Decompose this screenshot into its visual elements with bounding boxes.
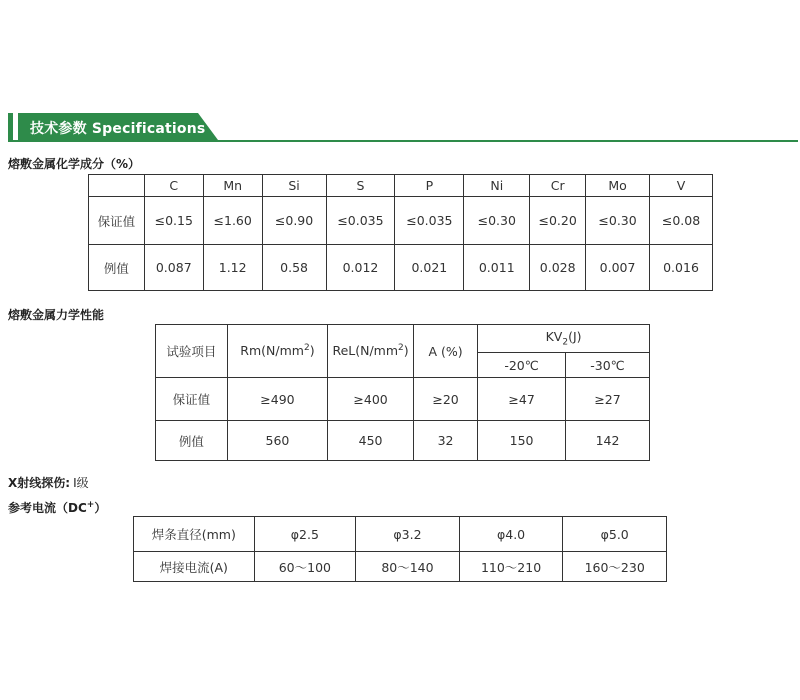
- mech-header-item: 试验项目: [156, 325, 228, 378]
- mech-header-rm-tail: ): [309, 343, 315, 359]
- mech-header-kv-tail: (J): [568, 329, 582, 345]
- xray-label: X射线探伤:: [8, 476, 71, 490]
- mech-header-rel-label: ReL(N/mm: [332, 343, 399, 359]
- chem-cell: ≤0.30: [464, 197, 530, 245]
- current-title-sup: +: [86, 500, 95, 510]
- current-row-diameter: [134, 517, 667, 552]
- mech-cell: ≥27: [566, 378, 650, 421]
- chem-title: 熔敷金属化学成分（%）: [8, 157, 141, 171]
- mech-header-a: A (%): [413, 325, 477, 378]
- current-title-tail: ）: [94, 501, 107, 515]
- banner-accent-bar: [8, 113, 13, 140]
- chem-header-cell: S: [326, 175, 395, 197]
- chem-cell: 0.007: [586, 245, 650, 291]
- mech-header-kv-sub: 2: [562, 337, 569, 348]
- mech-cell: ≥20: [413, 378, 477, 421]
- chem-header-cell: P: [395, 175, 464, 197]
- chem-header-cell: [89, 175, 145, 197]
- chem-cell: 0.58: [262, 245, 326, 291]
- mech-cell: ≥400: [328, 378, 414, 421]
- current-cell: 160～230: [563, 552, 667, 582]
- chem-cell: ≤0.15: [144, 197, 203, 245]
- mech-header-rel-sup: 2: [398, 343, 404, 354]
- current-cell: 110～210: [459, 552, 563, 582]
- chem-header-row: [89, 175, 713, 197]
- mech-header-rm-label: Rm(N/mm: [240, 343, 304, 359]
- chem-row-guarantee: [89, 197, 713, 245]
- mech-table: [155, 324, 650, 461]
- mech-cell: ≥47: [478, 378, 566, 421]
- mech-cell: ≥490: [227, 378, 327, 421]
- current-cell: 60～100: [254, 552, 356, 582]
- current-cell: φ2.5: [254, 517, 356, 552]
- mech-cell: 560: [227, 421, 327, 461]
- section-banner: [8, 113, 798, 143]
- current-cell: 焊接电流(A): [134, 552, 255, 582]
- current-cell: φ5.0: [563, 517, 667, 552]
- banner-underline: [8, 140, 798, 142]
- mech-cell: 142: [566, 421, 650, 461]
- chem-cell: 1.12: [203, 245, 262, 291]
- mech-header-rel-tail: ): [403, 343, 409, 359]
- chem-cell: ≤1.60: [203, 197, 262, 245]
- chem-cell: ≤0.90: [262, 197, 326, 245]
- chem-header-cell: V: [650, 175, 713, 197]
- chem-row-example: [89, 245, 713, 291]
- mech-header-row: [156, 325, 650, 353]
- mech-cell: 150: [478, 421, 566, 461]
- chem-header-cell: Mn: [203, 175, 262, 197]
- current-cell: 80～140: [356, 552, 460, 582]
- current-cell: 焊条直径(mm): [134, 517, 255, 552]
- chem-header-cell: C: [144, 175, 203, 197]
- chem-cell: 例值: [89, 245, 145, 291]
- mech-row-example: [156, 421, 650, 461]
- chem-cell: 0.028: [530, 245, 586, 291]
- mech-header-t2: -30℃: [566, 353, 650, 378]
- current-table: [133, 516, 667, 582]
- mech-cell: 32: [413, 421, 477, 461]
- chem-cell: ≤0.30: [586, 197, 650, 245]
- mech-header-kv: [478, 325, 650, 353]
- mech-cell: 保证值: [156, 378, 228, 421]
- chem-cell: ≤0.035: [326, 197, 395, 245]
- current-row-amps: [134, 552, 667, 582]
- mech-header-rel: [328, 325, 414, 378]
- chem-cell: ≤0.08: [650, 197, 713, 245]
- current-title: [8, 499, 106, 516]
- chem-table: [88, 174, 713, 291]
- mech-header-kv-label: KV: [545, 329, 563, 345]
- mech-row-guarantee: [156, 378, 650, 421]
- banner-title: 技术参数 Specifications: [30, 121, 206, 137]
- chem-cell: 保证值: [89, 197, 145, 245]
- chem-cell: 0.012: [326, 245, 395, 291]
- chem-cell: ≤0.20: [530, 197, 586, 245]
- chem-header-cell: Mo: [586, 175, 650, 197]
- chem-header-cell: Cr: [530, 175, 586, 197]
- xray-value: Ⅰ级: [73, 476, 89, 490]
- chem-cell: 0.011: [464, 245, 530, 291]
- mech-header-t1: -20℃: [478, 353, 566, 378]
- chem-header-cell: Ni: [464, 175, 530, 197]
- chem-header-cell: Si: [262, 175, 326, 197]
- chem-cell: 0.016: [650, 245, 713, 291]
- chem-cell: 0.087: [144, 245, 203, 291]
- mech-header-rm-sup: 2: [303, 343, 310, 354]
- current-cell: φ4.0: [459, 517, 563, 552]
- current-cell: φ3.2: [356, 517, 460, 552]
- mech-header-rm: [227, 325, 327, 378]
- mech-cell: 450: [328, 421, 414, 461]
- chem-cell: 0.021: [395, 245, 464, 291]
- chem-cell: ≤0.035: [395, 197, 464, 245]
- xray-line: [8, 474, 89, 491]
- current-title-text: 参考电流（DC: [8, 501, 87, 515]
- mech-cell: 例值: [156, 421, 228, 461]
- mech-title: 熔敷金属力学性能: [8, 308, 105, 322]
